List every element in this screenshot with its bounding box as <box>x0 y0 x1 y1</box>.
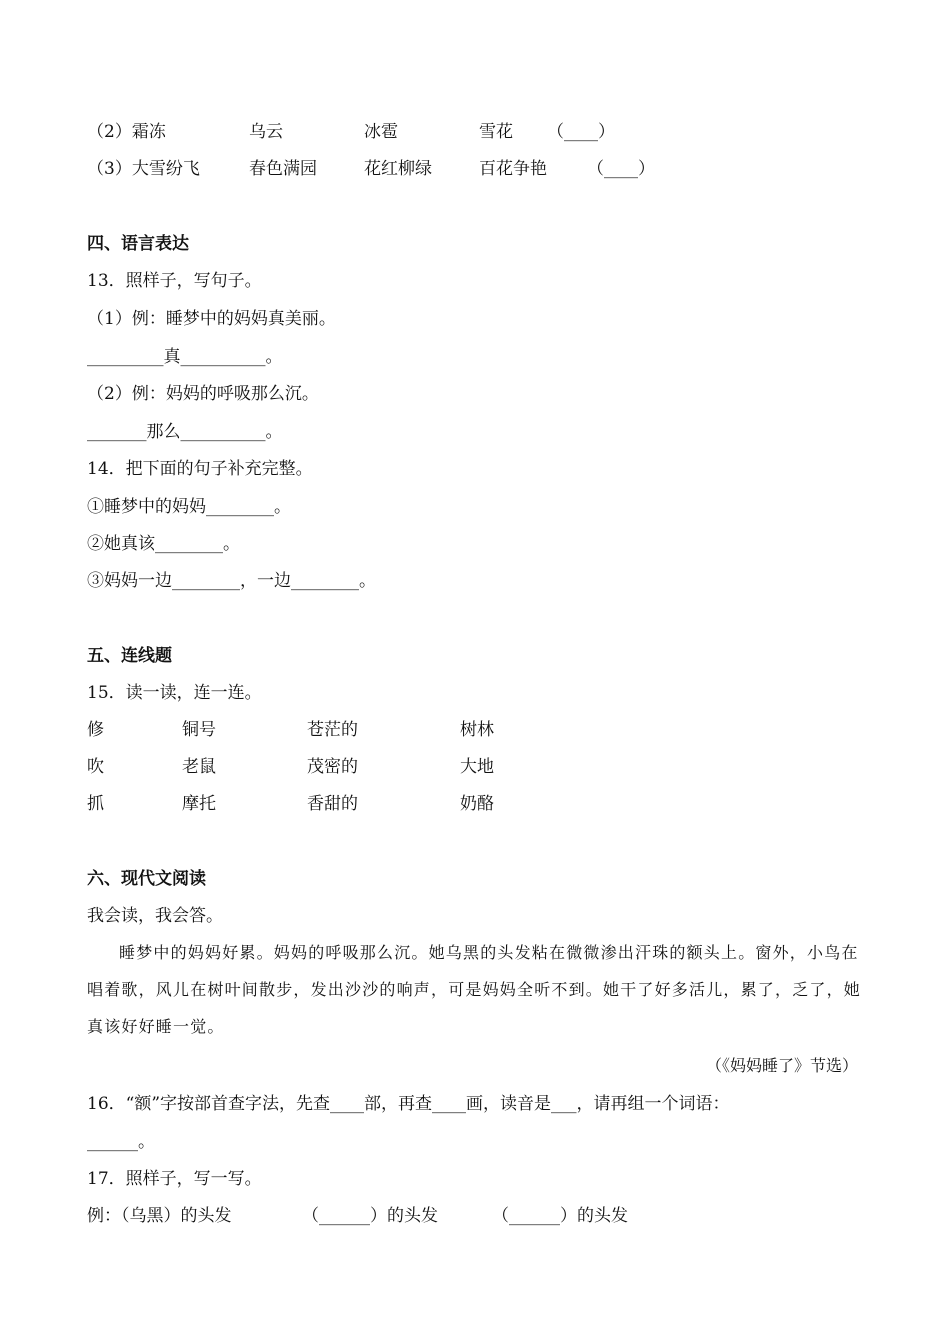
passage-text: 睡梦中的妈妈好累。妈妈的呼吸那么沉。她乌黑的头发粘在微微渗出汗珠的额头上。窗外，小鸟在唱着歌，风儿在树叶间散步，发出沙沙的响声，可是妈妈全听不到。她干了好多活儿，累了，乏了，她真该好好睡一觉。 <box>87 943 862 1036</box>
reading-intro: 我会读，我会答。 <box>87 906 223 926</box>
match-noun[interactable]: 铜号 <box>182 720 216 740</box>
question-13-2: （2）例：妈妈的呼吸那么沉。 <box>87 384 319 404</box>
answer-blank[interactable]: （______）的头发 <box>492 1206 628 1226</box>
example-text: 例：（乌黑）的头发 <box>87 1206 232 1226</box>
answer-line-16[interactable]: ______。 <box>87 1132 155 1152</box>
match-noun[interactable]: 奶酪 <box>460 794 494 814</box>
question-14: 14．把下面的句子补充完整。 <box>87 459 313 479</box>
question-13: 13．照样子，写句子。 <box>87 271 262 291</box>
section-heading-5: 五、连线题 <box>87 646 172 666</box>
question-15: 15．读一读，连一连。 <box>87 683 262 703</box>
question-14-3[interactable]: ③妈妈一边________，一边________。 <box>87 571 376 591</box>
option-label: （2）霜冻 <box>87 122 166 142</box>
passage-source: （《妈妈睡了》节选） <box>705 1056 858 1075</box>
answer-line-13-1[interactable]: _________真__________。 <box>87 347 283 367</box>
option-label: （3）大雪纷飞 <box>87 159 200 179</box>
option-word: 乌云 <box>249 122 283 142</box>
reading-passage <box>87 934 867 1045</box>
option-word: 百花争艳 <box>479 159 547 179</box>
answer-blank[interactable]: （____） <box>587 159 655 179</box>
match-verb[interactable]: 吹 <box>87 757 104 777</box>
match-verb[interactable]: 抓 <box>87 794 104 814</box>
answer-blank[interactable]: （______）的头发 <box>302 1206 438 1226</box>
match-adjective[interactable]: 香甜的 <box>307 794 358 814</box>
match-noun[interactable]: 大地 <box>460 757 494 777</box>
section-heading-6: 六、现代文阅读 <box>87 869 206 889</box>
question-14-1[interactable]: ①睡梦中的妈妈________。 <box>87 497 291 517</box>
option-word: 春色满园 <box>249 159 317 179</box>
match-adjective[interactable]: 茂密的 <box>307 757 358 777</box>
option-word: 花红柳绿 <box>364 159 432 179</box>
match-noun[interactable]: 摩托 <box>182 794 216 814</box>
match-noun[interactable]: 树林 <box>460 720 494 740</box>
section-heading-4: 四、语言表达 <box>87 234 189 254</box>
answer-line-13-2[interactable]: _______那么__________。 <box>87 422 283 442</box>
question-17: 17．照样子，写一写。 <box>87 1169 262 1189</box>
question-14-2[interactable]: ②她真该________。 <box>87 534 240 554</box>
option-word: 雪花 <box>479 122 513 142</box>
question-16[interactable]: 16．“额”字按部首查字法，先查____部，再查____画，读音是___，请再组一个词语： <box>87 1094 730 1114</box>
option-word: 冰雹 <box>364 122 398 142</box>
match-verb[interactable]: 修 <box>87 720 104 740</box>
answer-blank[interactable]: （____） <box>547 122 615 142</box>
match-adjective[interactable]: 苍茫的 <box>307 720 358 740</box>
question-13-1: （1）例：睡梦中的妈妈真美丽。 <box>87 309 336 329</box>
match-noun[interactable]: 老鼠 <box>182 757 216 777</box>
